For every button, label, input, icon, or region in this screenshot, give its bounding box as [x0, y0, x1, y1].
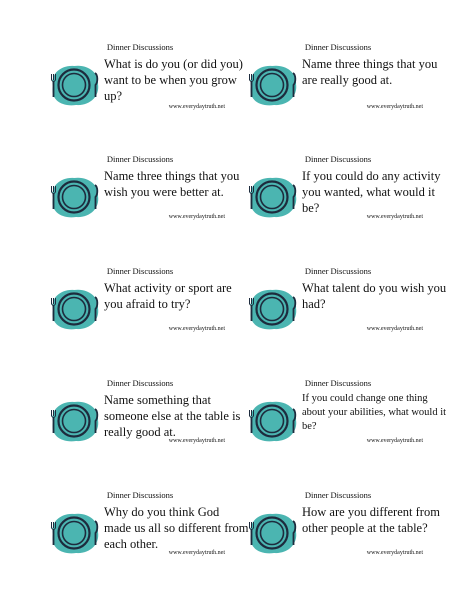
- card-title: Dinner Discussions: [106, 42, 174, 52]
- card-url: www.everydaytruth.net: [168, 104, 225, 110]
- card-question: How are you different from other people at the table?: [302, 505, 440, 535]
- card-9: [45, 490, 249, 590]
- card-question: Why do you think God made us all so different from each other.: [104, 505, 249, 551]
- card-title: Dinner Discussions: [106, 154, 174, 164]
- card-question: What activity or sport are you afraid to try?: [104, 281, 232, 311]
- card-4: [243, 154, 443, 254]
- card-url: www.everydaytruth.net: [168, 326, 225, 332]
- card-title: Dinner Discussions: [304, 42, 372, 52]
- card-url: www.everydaytruth.net: [366, 104, 423, 110]
- card-url: www.everydaytruth.net: [366, 550, 423, 556]
- card-5: [45, 266, 245, 366]
- card-10: [243, 490, 443, 590]
- card-title: Dinner Discussions: [304, 154, 372, 164]
- plate-icon: [243, 60, 301, 110]
- card-8: [243, 378, 447, 478]
- card-url: www.everydaytruth.net: [168, 214, 225, 220]
- card-1: [45, 42, 245, 142]
- card-question: If you could do any activity you wanted, what would it be?: [302, 169, 441, 215]
- card-url: www.everydaytruth.net: [366, 438, 423, 444]
- card-title: Dinner Discussions: [106, 490, 174, 500]
- card-question: Name three things that you wish you were better at.: [104, 169, 240, 199]
- card-3: [45, 154, 245, 254]
- card-title: Dinner Discussions: [304, 266, 372, 276]
- card-url: www.everydaytruth.net: [366, 214, 423, 220]
- card-question: Name three things that you are really good at.: [302, 57, 438, 87]
- card-title: Dinner Discussions: [304, 490, 372, 500]
- card-question: If you could change one thing about your abilities, what would it be?: [302, 393, 447, 432]
- card-url: www.everydaytruth.net: [168, 438, 225, 444]
- card-question: What talent do you wish you had?: [302, 281, 447, 311]
- card-title: Dinner Discussions: [106, 266, 174, 276]
- card-url: www.everydaytruth.net: [366, 326, 423, 332]
- card-question: What is do you (or did you) want to be when you grow up?: [104, 57, 243, 103]
- card-title: Dinner Discussions: [106, 378, 174, 388]
- plate-icon: [45, 60, 103, 110]
- card-2: [243, 42, 443, 142]
- card-6: [243, 266, 447, 366]
- card-7: [45, 378, 245, 478]
- card-url: www.everydaytruth.net: [168, 550, 225, 556]
- card-title: Dinner Discussions: [304, 378, 372, 388]
- card-question: Name something that someone else at the table is really good at.: [104, 393, 241, 439]
